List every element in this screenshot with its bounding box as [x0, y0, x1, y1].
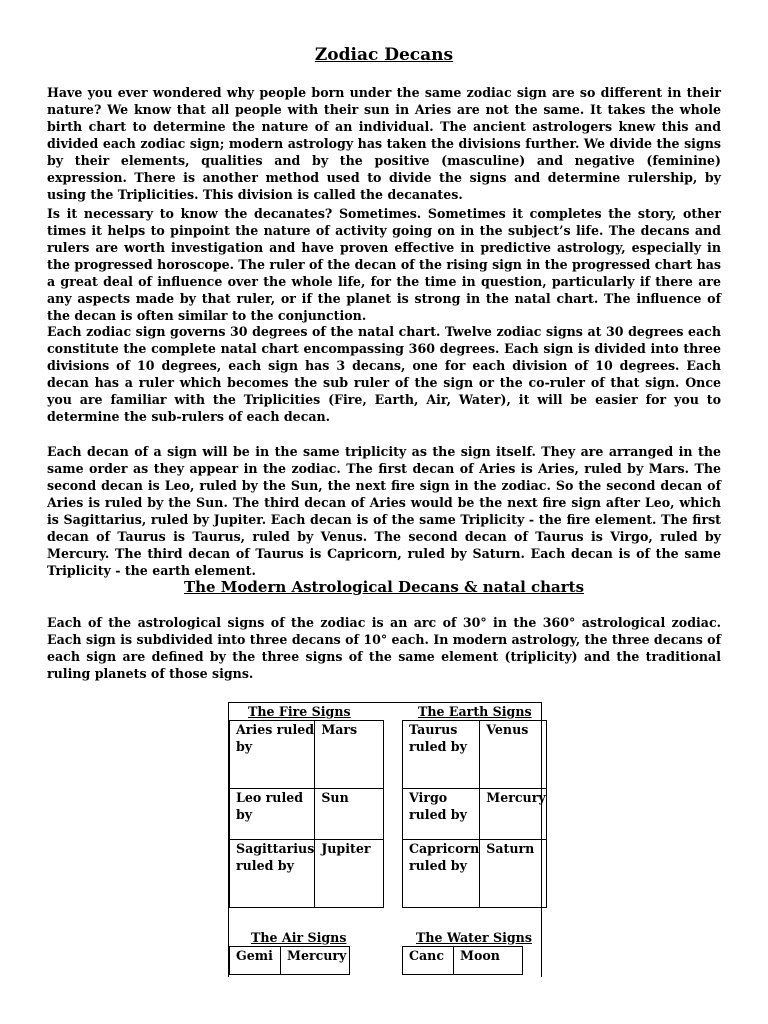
sign-cell: Gemi	[230, 947, 281, 975]
ruler-cell: Saturn	[480, 840, 546, 908]
paragraph-thirty-degrees: Each zodiac sign governs 30 degrees of the natal chart. Twelve zodiac signs at 30 degrees each constitute the complete natal chart encompassing 360 degrees. Each sign is divided into three divisions of 10 degrees, each sign has 3 decans, one for each division of 10 degrees. Each decan has a ruler which becomes the sub ruler of the sign or the co-ruler of that sign. Once you are familiar with the Triplicities (Fire, Earth, Air, Water), it will be easier for you to determine the sub-rulers of each decan.	[47, 324, 721, 424]
table-row	[230, 947, 350, 975]
ruler-cell: Sun	[315, 789, 384, 840]
decans-tables	[228, 702, 546, 977]
ruler-cell: Jupiter	[315, 840, 384, 908]
ruler-cell: Moon	[454, 947, 523, 975]
air-signs-header: The Air Signs	[251, 930, 347, 945]
ruler-cell: Mercury	[480, 789, 546, 840]
ruler-cell: Mars	[315, 721, 384, 789]
paragraph-modern-decans: Each of the astrological signs of the zodiac is an arc of 30° in the 360° astrological zodiac. Each sign is subdivided into three decans of 10° each. In modern astrology, the three decans of each sign are defined by the three signs of the same element (triplicity) and the traditional ruling planets of those signs.	[47, 615, 721, 681]
sign-cell: Leo ruled by	[230, 789, 315, 840]
paragraph-decanates-necessity: Is it necessary to know the decanates? Sometimes. Sometimes it completes the story, other times it helps to pinpoint the nature of activity going on in the subject’s life. The decans and rulers are worth investigation and have proven effective in predictive astrology, especially in the progressed horoscope. The ruler of the decan of the rising sign in the progressed chart has a great deal of influence over the whole life, for the time in question, particularly if there are any aspects made by that ruler, or if the planet is strong in the natal chart. The influence of the decan is often similar to the conjunction.	[47, 206, 721, 323]
table-row	[403, 840, 547, 908]
sign-cell: Capricorn ruled by	[403, 840, 480, 908]
table-row	[403, 947, 523, 975]
fire-signs-header: The Fire Signs	[248, 704, 351, 719]
earth-signs-header: The Earth Signs	[418, 704, 532, 719]
table-row	[403, 721, 547, 789]
sign-cell: Aries ruled by	[230, 721, 315, 789]
ruler-cell: Mercury	[281, 947, 350, 975]
sign-cell: Taurus ruled by	[403, 721, 480, 789]
fire-signs-table	[229, 720, 384, 908]
page-title: Zodiac Decans	[314, 45, 454, 65]
earth-signs-table	[402, 720, 547, 908]
table-row	[230, 789, 384, 840]
ruler-cell: Venus	[480, 721, 546, 789]
sign-cell: Virgo ruled by	[403, 789, 480, 840]
table-row	[230, 721, 384, 789]
water-signs-header: The Water Signs	[416, 930, 532, 945]
sign-cell: Sagittarius ruled by	[230, 840, 315, 908]
section-heading: The Modern Astrological Decans & natal charts	[183, 578, 585, 596]
table-row	[403, 789, 547, 840]
table-row	[230, 840, 384, 908]
sign-cell: Canc	[403, 947, 454, 975]
paragraph-triplicity: Each decan of a sign will be in the same triplicity as the sign itself. They are arranged in the same order as they appear in the zodiac. The first decan of Aries is Aries, ruled by Mars. The second decan is Leo, ruled by the Sun, the next fire sign in the zodiac. So the second decan of Aries is ruled by the Sun. The third decan of Aries would be the next fire sign after Leo, which is Sagittarius, ruled by Jupiter. Each decan is of the same Triplicity - the fire element. The first decan of Taurus is Taurus, ruled by Venus. The second decan of Taurus is Virgo, ruled by Mercury. The third decan of Taurus is Capricorn, ruled by Saturn. Each decan is of the same Triplicity - the earth element.	[47, 444, 721, 578]
paragraph-intro: Have you ever wondered why people born under the same zodiac sign are so different in their nature? We know that all people with their sun in Aries are not the same. It takes the whole birth chart to determine the nature of an individual. The ancient astrologers knew this and divided each zodiac sign; modern astrology has taken the divisions further. We divide the signs by their elements, qualities and by the positive (masculine) and negative (feminine) expression. There is another method used to divide the signs and determine rulership, by using the Triplicities. This division is called the decanates.	[47, 85, 721, 202]
water-signs-table	[402, 946, 523, 975]
air-signs-table	[229, 946, 350, 975]
